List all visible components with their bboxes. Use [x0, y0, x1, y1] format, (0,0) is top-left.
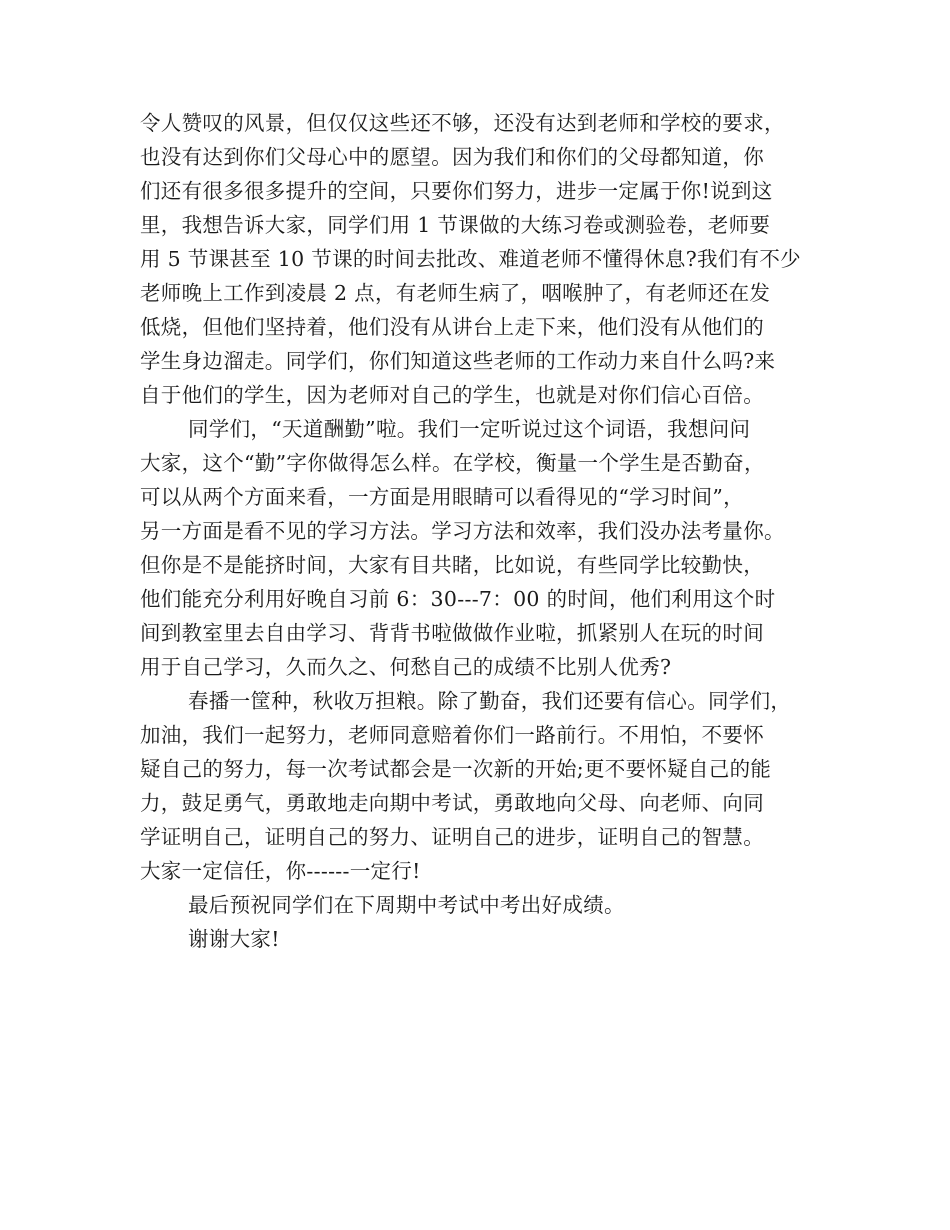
text-line: 里，我想告诉大家，同学们用 1 节课做的大练习卷或测验卷，老师要: [140, 213, 771, 237]
text-line: 也没有达到你们父母心中的愿望。因为我们和你们的父母都知道，你: [140, 145, 764, 169]
text-line: 自于他们的学生，因为老师对自己的学生，也就是对你们信心百倍。: [140, 383, 764, 407]
text-line: 另一方面是看不见的学习方法。学习方法和效率，我们没办法考量你。: [140, 519, 785, 543]
text-line: 间到教室里去自由学习、背背书啦做做作业啦，抓紧别人在玩的时间: [140, 621, 764, 645]
text-line: 令人赞叹的风景，但仅仅这些还不够，还没有达到老师和学校的要求，: [140, 111, 785, 135]
text-line: 用 5 节课甚至 10 节课的时间去批改、难道老师不懂得休息?我们有不少: [140, 247, 801, 271]
paragraph-first-line: 最后预祝同学们在下周期中考试中考出好成绩。: [188, 893, 625, 917]
paragraph-first-line: 春播一筐种，秋收万担粮。除了勤奋，我们还要有信心。同学们，: [188, 689, 792, 713]
text-line: 用于自己学习，久而久之、何愁自己的成绩不比别人优秀?: [140, 655, 672, 679]
text-line: 可以从两个方面来看，一方面是用眼睛可以看得见的“学习时间”，: [140, 485, 744, 509]
text-line: 老师晚上工作到凌晨 2 点，有老师生病了，咽喉肿了，有老师还在发: [140, 281, 771, 305]
closing-line: 谢谢大家!: [188, 927, 280, 951]
text-line: 学证明自己，证明自己的努力、证明自己的进步，证明自己的智慧。: [140, 825, 764, 849]
text-line: 低烧，但他们坚持着，他们没有从讲台上走下来，他们没有从他们的: [140, 315, 764, 339]
text-line: 他们能充分利用好晚自习前 6：30---7：00 的时间，他们利用这个时: [140, 587, 776, 611]
text-line: 但你是不是能挤时间，大家有目共睹，比如说，有些同学比较勤快，: [140, 553, 764, 577]
text-line: 力，鼓足勇气，勇敢地走向期中考试，勇敢地向父母、向老师、向同: [140, 791, 764, 815]
text-line: 大家，这个“勤”字你做得怎么样。在学校，衡量一个学生是否勤奋，: [140, 451, 765, 475]
text-line: 们还有很多很多提升的空间，只要你们努力，进步一定属于你!说到这: [140, 179, 773, 203]
text-line: 疑自己的努力，每一次考试都会是一次新的开始;更不要怀疑自己的能: [140, 757, 772, 781]
text-line: 加油，我们一起努力，老师同意赔着你们一路前行。不用怕，不要怀: [140, 723, 764, 747]
text-line: 学生身边溜走。同学们，你们知道这些老师的工作动力来自什么吗?来: [140, 349, 776, 373]
text-line: 大家一定信任，你------一定行!: [140, 859, 421, 883]
paragraph-first-line: 同学们，“天道酬勤”啦。我们一定听说过这个词语，我想问问: [188, 417, 751, 441]
